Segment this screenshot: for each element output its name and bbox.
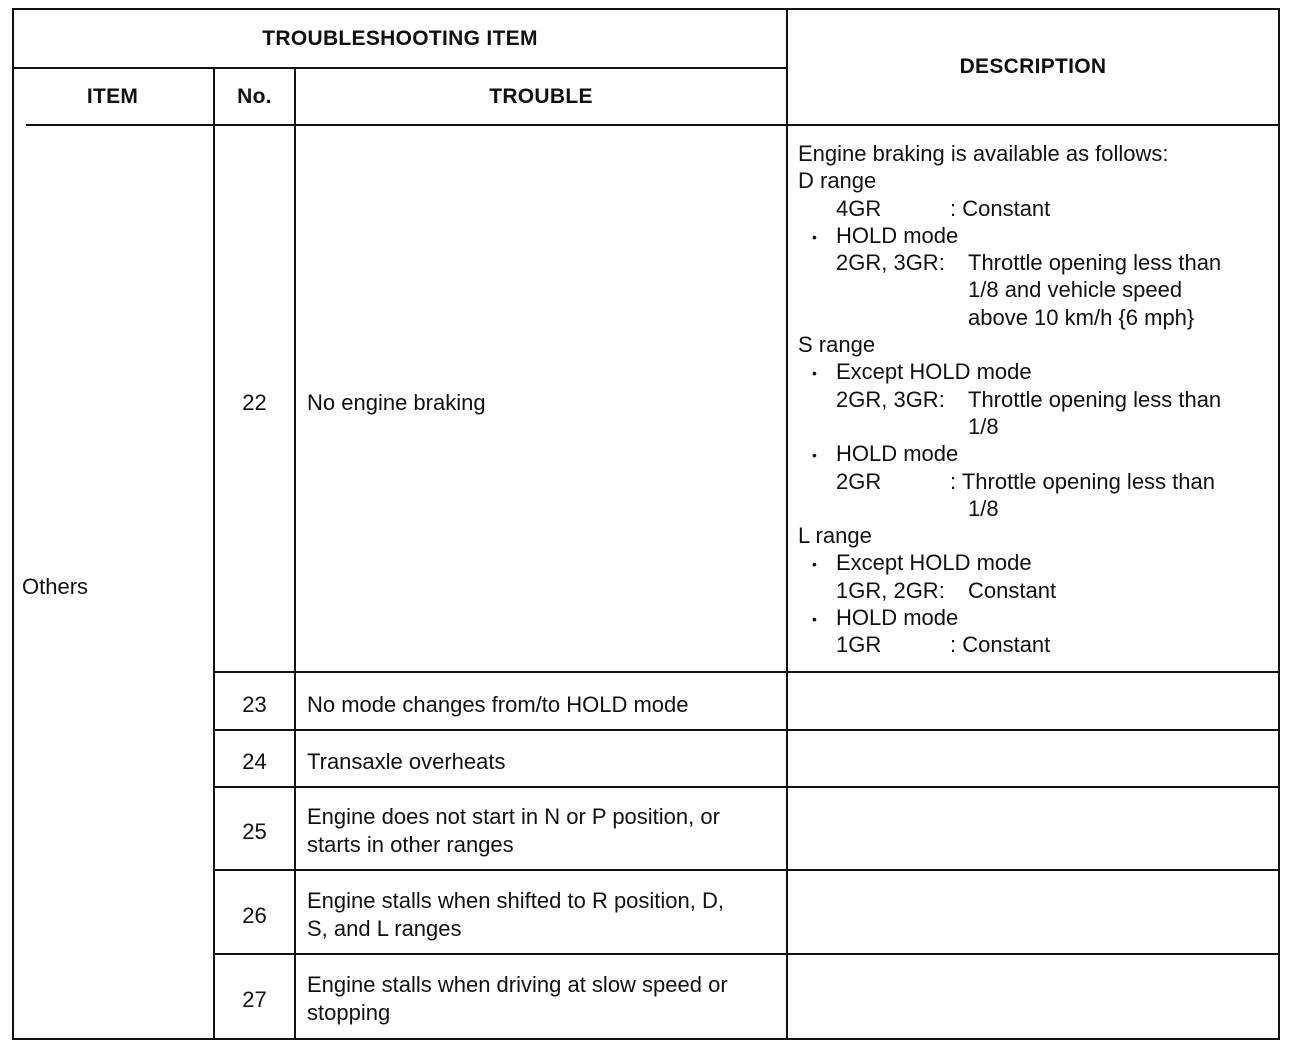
desc-s-except-hold: Except HOLD mode — [836, 359, 1032, 385]
row-divider-22 — [214, 671, 1280, 673]
desc-l-hold-mode: HOLD mode — [836, 605, 959, 631]
row-no-23: 23 — [242, 692, 267, 717]
bullet-icon: • — [812, 228, 817, 245]
row-no-22: 22 — [242, 390, 267, 415]
desc-s-range: S range — [798, 332, 876, 358]
row-no-26: 26 — [242, 903, 267, 928]
bullet-icon: • — [812, 365, 817, 382]
row-no-25: 25 — [242, 819, 267, 844]
row-divider-26 — [214, 953, 1280, 955]
row-trouble-25-line-1: Engine does not start in N or P position, or — [307, 804, 720, 829]
row-trouble-25 — [307, 803, 782, 859]
header-trouble: TROUBLE — [489, 84, 593, 108]
desc-l-hold-gear: 1GR — [836, 632, 882, 658]
desc-d-hold-value-1: Throttle opening less than — [968, 250, 1222, 276]
desc-s-except-gears: 2GR, 3GR: — [836, 386, 945, 412]
row-divider-23 — [214, 729, 1280, 731]
row-trouble-27-line-2: stopping — [307, 1000, 391, 1025]
row-no-27: 27 — [242, 987, 267, 1012]
desc-s-hold-value-2: 1/8 — [968, 495, 999, 521]
header-description: DESCRIPTION — [959, 55, 1107, 78]
row-trouble-24: Transaxle overheats — [307, 749, 506, 774]
header-troubleshooting-item: TROUBLESHOOTING ITEM — [262, 26, 538, 50]
desc-s-hold-mode: HOLD mode — [836, 441, 959, 467]
row-trouble-27 — [307, 971, 782, 1027]
row-divider-25 — [214, 869, 1280, 871]
row-trouble-27-line-1: Engine stalls when driving at slow speed or — [307, 972, 728, 997]
desc-s-except-value-2: 1/8 — [968, 413, 999, 439]
desc-d-4gr-value: : Constant — [950, 195, 1051, 221]
col-divider-item — [213, 67, 215, 1040]
col-divider-description — [786, 8, 788, 1040]
desc-s-hold-value-1: : Throttle opening less than — [950, 468, 1215, 494]
row-divider-24 — [214, 786, 1280, 788]
description-22 — [798, 140, 1268, 659]
row-trouble-25-line-2: starts in other ranges — [307, 832, 514, 857]
desc-l-range: L range — [798, 523, 872, 549]
desc-d-4gr: 4GR — [836, 195, 882, 221]
desc-d-hold-value-2: 1/8 and vehicle speed — [968, 277, 1183, 303]
bullet-icon: • — [812, 556, 817, 573]
desc-l-except-hold: Except HOLD mode — [836, 550, 1032, 576]
desc-d-hold-value-3: above 10 km/h {6 mph} — [968, 304, 1195, 330]
desc-d-hold-mode: HOLD mode — [836, 222, 959, 248]
row-no-24: 24 — [242, 749, 267, 774]
desc-d-hold-gears: 2GR, 3GR: — [836, 250, 945, 276]
desc-s-hold-gear: 2GR — [836, 468, 882, 494]
desc-l-except-value: Constant — [968, 577, 1057, 603]
header-no: No. — [237, 84, 272, 108]
row-trouble-26-line-2: S, and L ranges — [307, 916, 462, 941]
row-trouble-22: No engine braking — [307, 390, 486, 415]
row-trouble-26-line-1: Engine stalls when shifted to R position, D, — [307, 888, 725, 913]
desc-intro: Engine braking is available as follows: — [798, 141, 1169, 166]
desc-l-except-gears: 1GR, 2GR: — [836, 577, 945, 603]
col-divider-no — [294, 67, 296, 1040]
bullet-icon: • — [812, 611, 817, 628]
desc-l-hold-value: : Constant — [950, 632, 1051, 658]
row-trouble-23: No mode changes from/to HOLD mode — [307, 692, 689, 717]
row-trouble-26 — [307, 887, 782, 943]
item-others: Others — [22, 574, 89, 599]
bullet-icon: • — [812, 447, 817, 464]
header-item: ITEM — [86, 84, 139, 108]
desc-d-range: D range — [798, 168, 877, 194]
desc-s-except-value-1: Throttle opening less than — [968, 386, 1222, 412]
